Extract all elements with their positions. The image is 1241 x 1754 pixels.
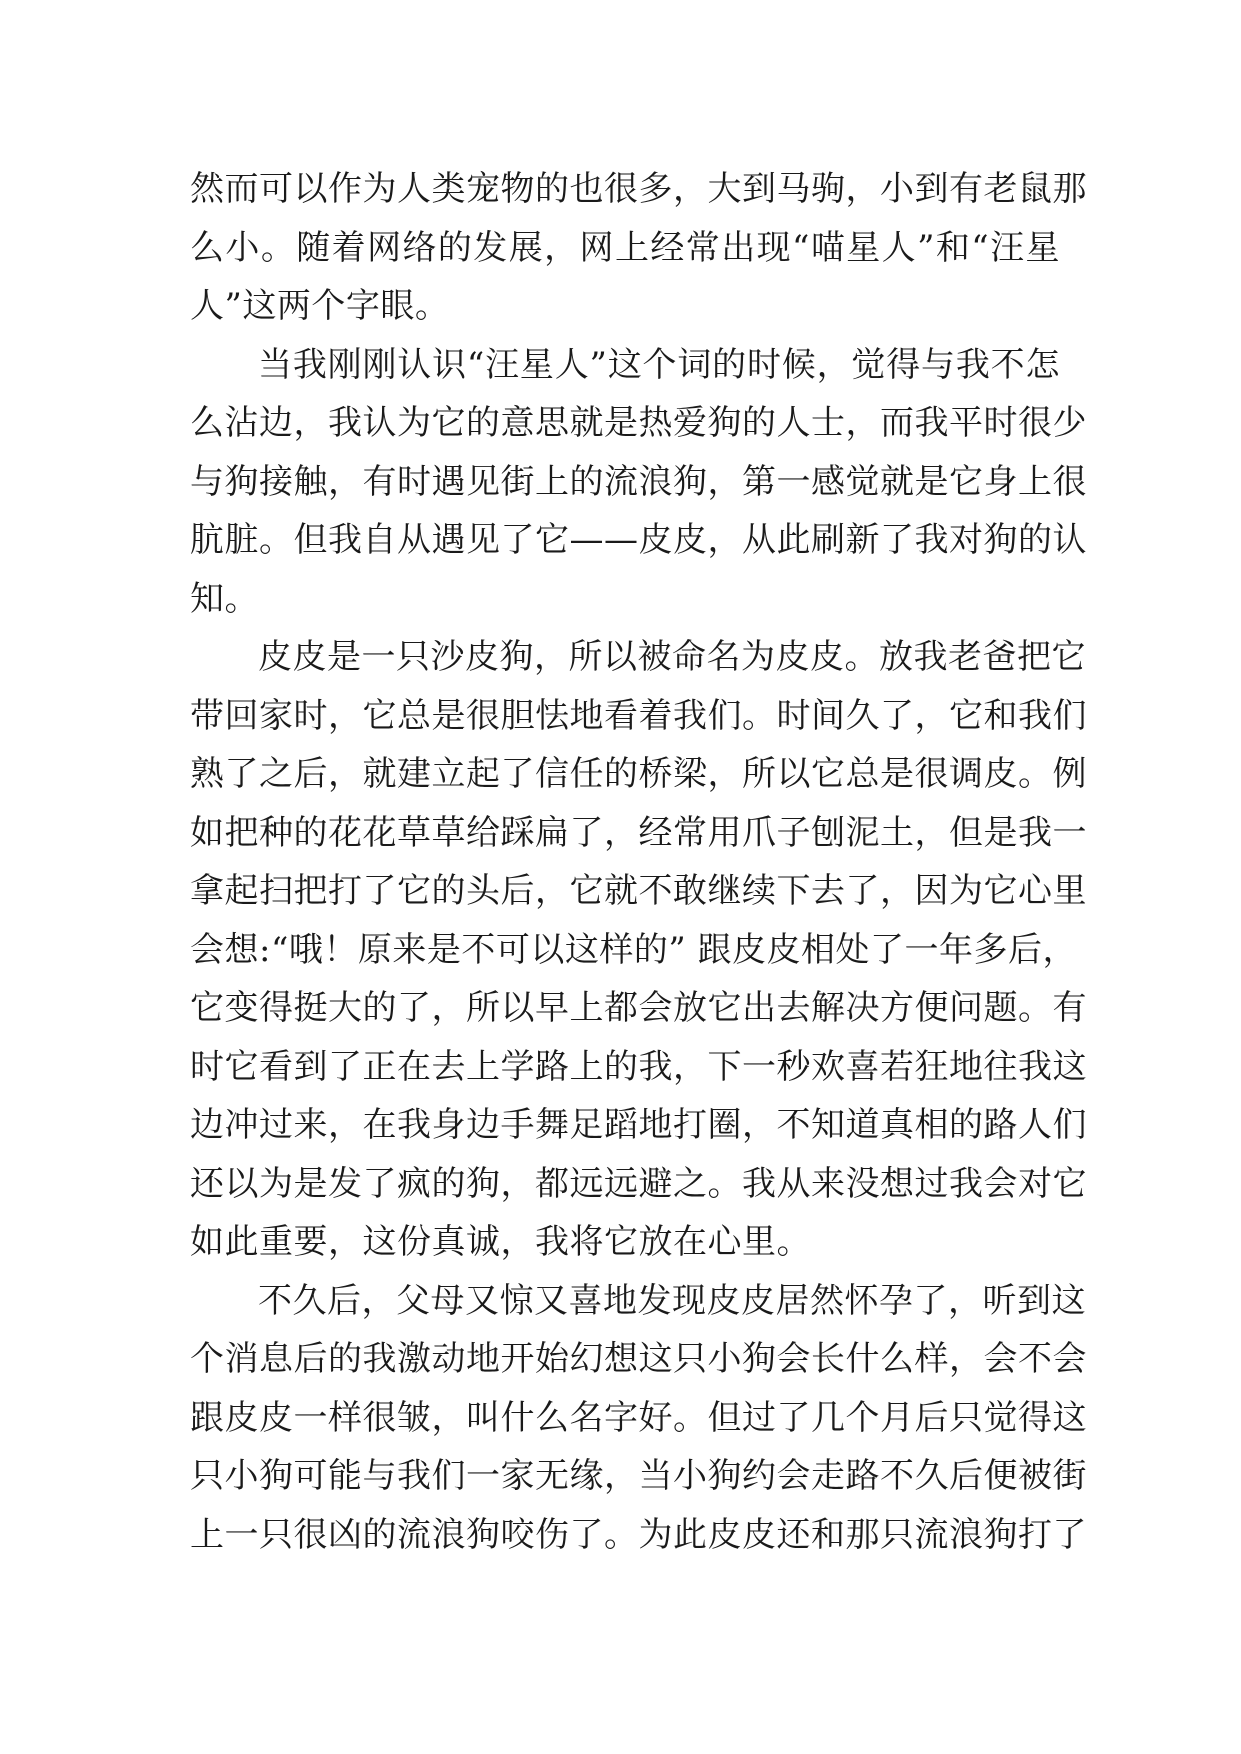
text-line: 还以为是发了疯的狗，都远远避之。我从来没想过我会对它: [190, 1163, 1087, 1204]
text-line: 会想:“哦！原来是不可以这样的” 跟皮皮相处了一年多后，: [190, 929, 1078, 970]
text-line: 如此重要，这份真诚，我将它放在心里。: [190, 1222, 811, 1262]
text-line: 然而可以作为人类宠物的也很多，大到马驹，小到有老鼠那: [190, 169, 1087, 209]
text-line: 么小。随着网络的发展，网上经常出现“喵星人”和“汪星: [190, 227, 1060, 268]
text-line: 上一只很凶的流浪狗咬伤了。为此皮皮还和那只流浪狗打了: [190, 1514, 1087, 1555]
text-line: 个消息后的我激动地开始幻想这只小狗会长什么样，会不会: [190, 1339, 1087, 1379]
text-line: 么沾边，我认为它的意思就是热爱狗的人士，而我平时很少: [190, 403, 1087, 443]
text-line: 皮皮是一只沙皮狗，所以被命名为皮皮。放我老爸把它: [258, 637, 1086, 677]
text-line: 知。: [190, 578, 259, 619]
text-line: 熟了之后，就建立起了信任的桥梁，所以它总是很调皮。例: [190, 754, 1087, 794]
body-text: [190, 160, 1087, 1564]
text-line: 拿起扫把打了它的头后，它就不敢继续下去了，因为它心里: [190, 871, 1087, 911]
text-line: 它变得挺大的了，所以早上都会放它出去解决方便问题。有: [190, 988, 1087, 1028]
text-line: 边冲过来，在我身边手舞足蹈地打圈，不知道真相的路人们: [190, 1105, 1087, 1145]
text-line: 跟皮皮一样很皱，叫什么名字好。但过了几个月后只觉得这: [190, 1397, 1087, 1438]
text-line: 带回家时，它总是很胆怯地看着我们。时间久了，它和我们: [190, 695, 1087, 736]
text-line: 不久后，父母又惊又喜地发现皮皮居然怀孕了，听到这: [258, 1280, 1086, 1321]
text-line: 人”这两个字眼。: [190, 286, 450, 326]
text-line: 与狗接触，有时遇见街上的流浪狗，第一感觉就是它身上很: [190, 461, 1087, 502]
text-line: 时它看到了正在去上学路上的我，下一秒欢喜若狂地往我这: [190, 1046, 1087, 1087]
text-line: 如把种的花花草草给踩扁了，经常用爪子刨泥土，但是我一: [190, 812, 1087, 853]
text-line: 当我刚刚认识“汪星人”这个词的时候，觉得与我不怎: [258, 344, 1060, 385]
text-line: 只小狗可能与我们一家无缘，当小狗约会走路不久后便被街: [190, 1456, 1087, 1496]
text-line: 肮脏。但我自从遇见了它——皮皮，从此刷新了我对狗的认: [190, 520, 1087, 560]
